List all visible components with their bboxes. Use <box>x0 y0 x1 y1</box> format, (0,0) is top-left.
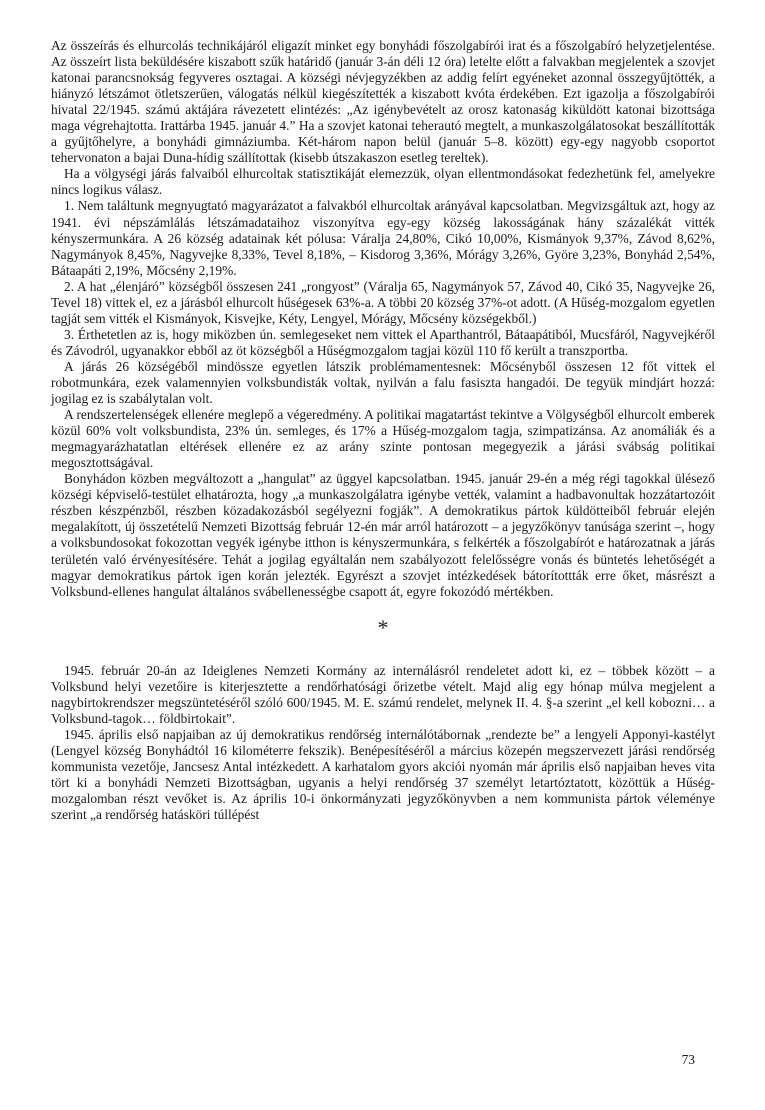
page-body <box>51 38 715 823</box>
paragraph: 1. Nem találtunk megnyugtató magyarázatot a falvakból elhurcoltak arányával kapcsolatban. Megvizsgáltuk azt, hogy az 1941. évi népszámlálás létszámadataihoz viszonyítva egy-egy község lakosságának hány százalékát vitték kényszermunkára. A 26 község adatainak két pólusa: Váralja 24,80%, Cikó 10,00%, Kismányok 9,37%, Závod 8,62%, Nagymányok 8,45%, Nagyvejke 8,33%, Tevel 8,18%, – Kisdorog 3,36%, Mórágy 3,26%, Györe 3,23%, Bonyhád 2,54%, Bátaapáti 2,19%, Mőcsény 2,19%. <box>51 198 715 278</box>
paragraph: A járás 26 községéből mindössze egyetlen látszik problémamentesnek: Mőcsényből összesen 12 főt vittek el robotmunkára, ezek valamennyien volksbundisták voltak, nyilván a falu fasiszta hangadói. De tegyük mindjárt hozzá: jogilag ez is szabálytalan volt. <box>51 358 715 407</box>
paragraph: A rendszertelenségek ellenére meglepő a végeredmény. A politikai magatartást tekintve a Völgységből elhurcolt emberek közül 60% volt volksbundista, 23% ún. semleges, és 17% a Hűség-mozgalom tagja, szimpatizánsa. Az anomáliák és a megmagyarázhatatlan eltérések ellenére ez az arány szinte pontosan megegyezik a járási svábság politikai megosztottságával. <box>51 407 715 471</box>
paragraph: Az összeírás és elhurcolás technikájáról eligazít minket egy bonyhádi főszolgabírói irat és a főszolgabíró helyzetjelentése. Az összeírt lista beküldésére kiszabott szűk határidő (január 3-án déli 12 óra) letelte előtt a falvakban megjelentek a szovjet katonai parancsnokság fegyveres osztagai. A községi névjegyzékben az addig felírt egyéneket azonnal összegyűjtötték, a hiányzó létszámot ötletszerűen, válogatás nélkül kiegészítették a kiszabott kvóta érdekében. Ezt igazolja a főszolgabírói hivatal 22/1945. számú aktájára rávezetett elintézés: „Az igénybevételt az orosz katonaság kiküldött katonai bizottsága maga végrehajtotta. Irattárba 1945. január 4.” Ha a szovjet katonai teherautó megtelt, a munkaszolgálatosokat beszállították a gyűjtőhelyre, a bonyhádi gimnáziumba. Két-három napon belül (január 5–8. között) egy-egy nagyobb csoportot tehervonaton a bajai Duna-hídig szállítottak (kisebb útszakaszon esetleg tereltek). <box>51 38 715 166</box>
paragraph: Ha a völgységi járás falvaiból elhurcoltak statisztikáját elemezzük, olyan ellentmondásokat fedezhetünk fel, amelyekre nincs logikus válasz. <box>51 166 715 198</box>
section-separator: * <box>377 614 389 640</box>
paragraph: 1945. április első napjaiban az új demokratikus rendőrség internálótábornak „rendezte be” a lengyeli Apponyi-kastélyt (Lengyel község Bonyhádtól 16 kilométerre fekszik). Benépesítéséről a március közepén megszervezett járási rendőrség kommunista vezetője, Jancsesz Antal intézkedett. A karhatalom gyors akciói nyomán már április első napjaiban heves vita tört ki a bonyhádi Nemzeti Bizottságban, ugyanis a helyi rendőrség 37 személyt letartóztatott, közöttük a Hűség-mozgalomban részt vevőket is. Az április 10-i önkormányzati jegyzőkönyvben a nem kommunista pártok véleménye szerint „a rendőrség hatásköri túllépést <box>51 726 715 823</box>
page-number: 73 <box>681 1052 695 1067</box>
paragraph: 1945. február 20-án az Ideiglenes Nemzeti Kormány az internálásról rendeletet adott ki, ez – többek között – a Volksbund helyi vezetőire is kiterjesztette a rendőrhatósági őrizetbe vételt. Majd alig egy hónap múlva megjelent a nagybirtokrendszer megszüntetéséről szóló 600/1945. M. E. számú rendelet, melynek II. 4. §-a szerint „el kell kobozni… a Volksbund-tagok… földbirtokait”. <box>51 662 715 726</box>
paragraph: 2. A hat „élenjáró” községből összesen 241 „rongyost” (Váralja 65, Nagymányok 57, Závod 40, Cikó 35, Nagyvejke 26, Tevel 18) vittek el, ez a járásból elhurcolt hűségesek 63%-a. A többi 20 község 37%-ot adott. (A Hűség-mozgalom egyetlen tagját sem vitték el Kismányok, Kisvejke, Kéty, Lengyel, Mórágy, Mőcsény községekből.) <box>51 278 715 326</box>
paragraph: 3. Érthetetlen az is, hogy miközben ún. semlegeseket nem vittek el Aparthantról, Bátaapátiból, Mucsfáról, Nagyvejkéről és Závodról, ugyanakkor ebből az öt községből a Hűségmozgalom tagjai közül 110 fő került a transzportba. <box>51 326 715 358</box>
paragraph: Bonyhádon közben megváltozott a „hangulat” az üggyel kapcsolatban. 1945. január 29-én a még régi tagokkal ülésező községi képviselő-testület elhatározta, hogy „a munkaszolgálatra igénybe vették, valamint a hadbavonultak hozzátartozóit részben készpénzből, részben közadakozásból segélyezni fogják”. A demokratikus pártok küldötteiből február elején megalakított, új összetételű Nemzeti Bizottság február 12-én már arról határozott – a jegyzőkönyv tanúsága szerint –, hogy a volksbundosokat fokozottan vegyék igénybe itthon is kényszermunkára, s felkérték a főszolgabírót e határozatnak a járás területén való érvényesítésére. Tehát a jogilag egyáltalán nem szabályozott felelősségre vonás és büntetés lehetőségét a magyar demokratikus pártok igen korán jelezték. Egyrészt a szovjet intézkedések bátorítottták erre őket, másrészt a Volksbund-ellenes hangulat általános svábellenességbe csapott át, egyre fokozódó mértékben. <box>51 471 715 599</box>
